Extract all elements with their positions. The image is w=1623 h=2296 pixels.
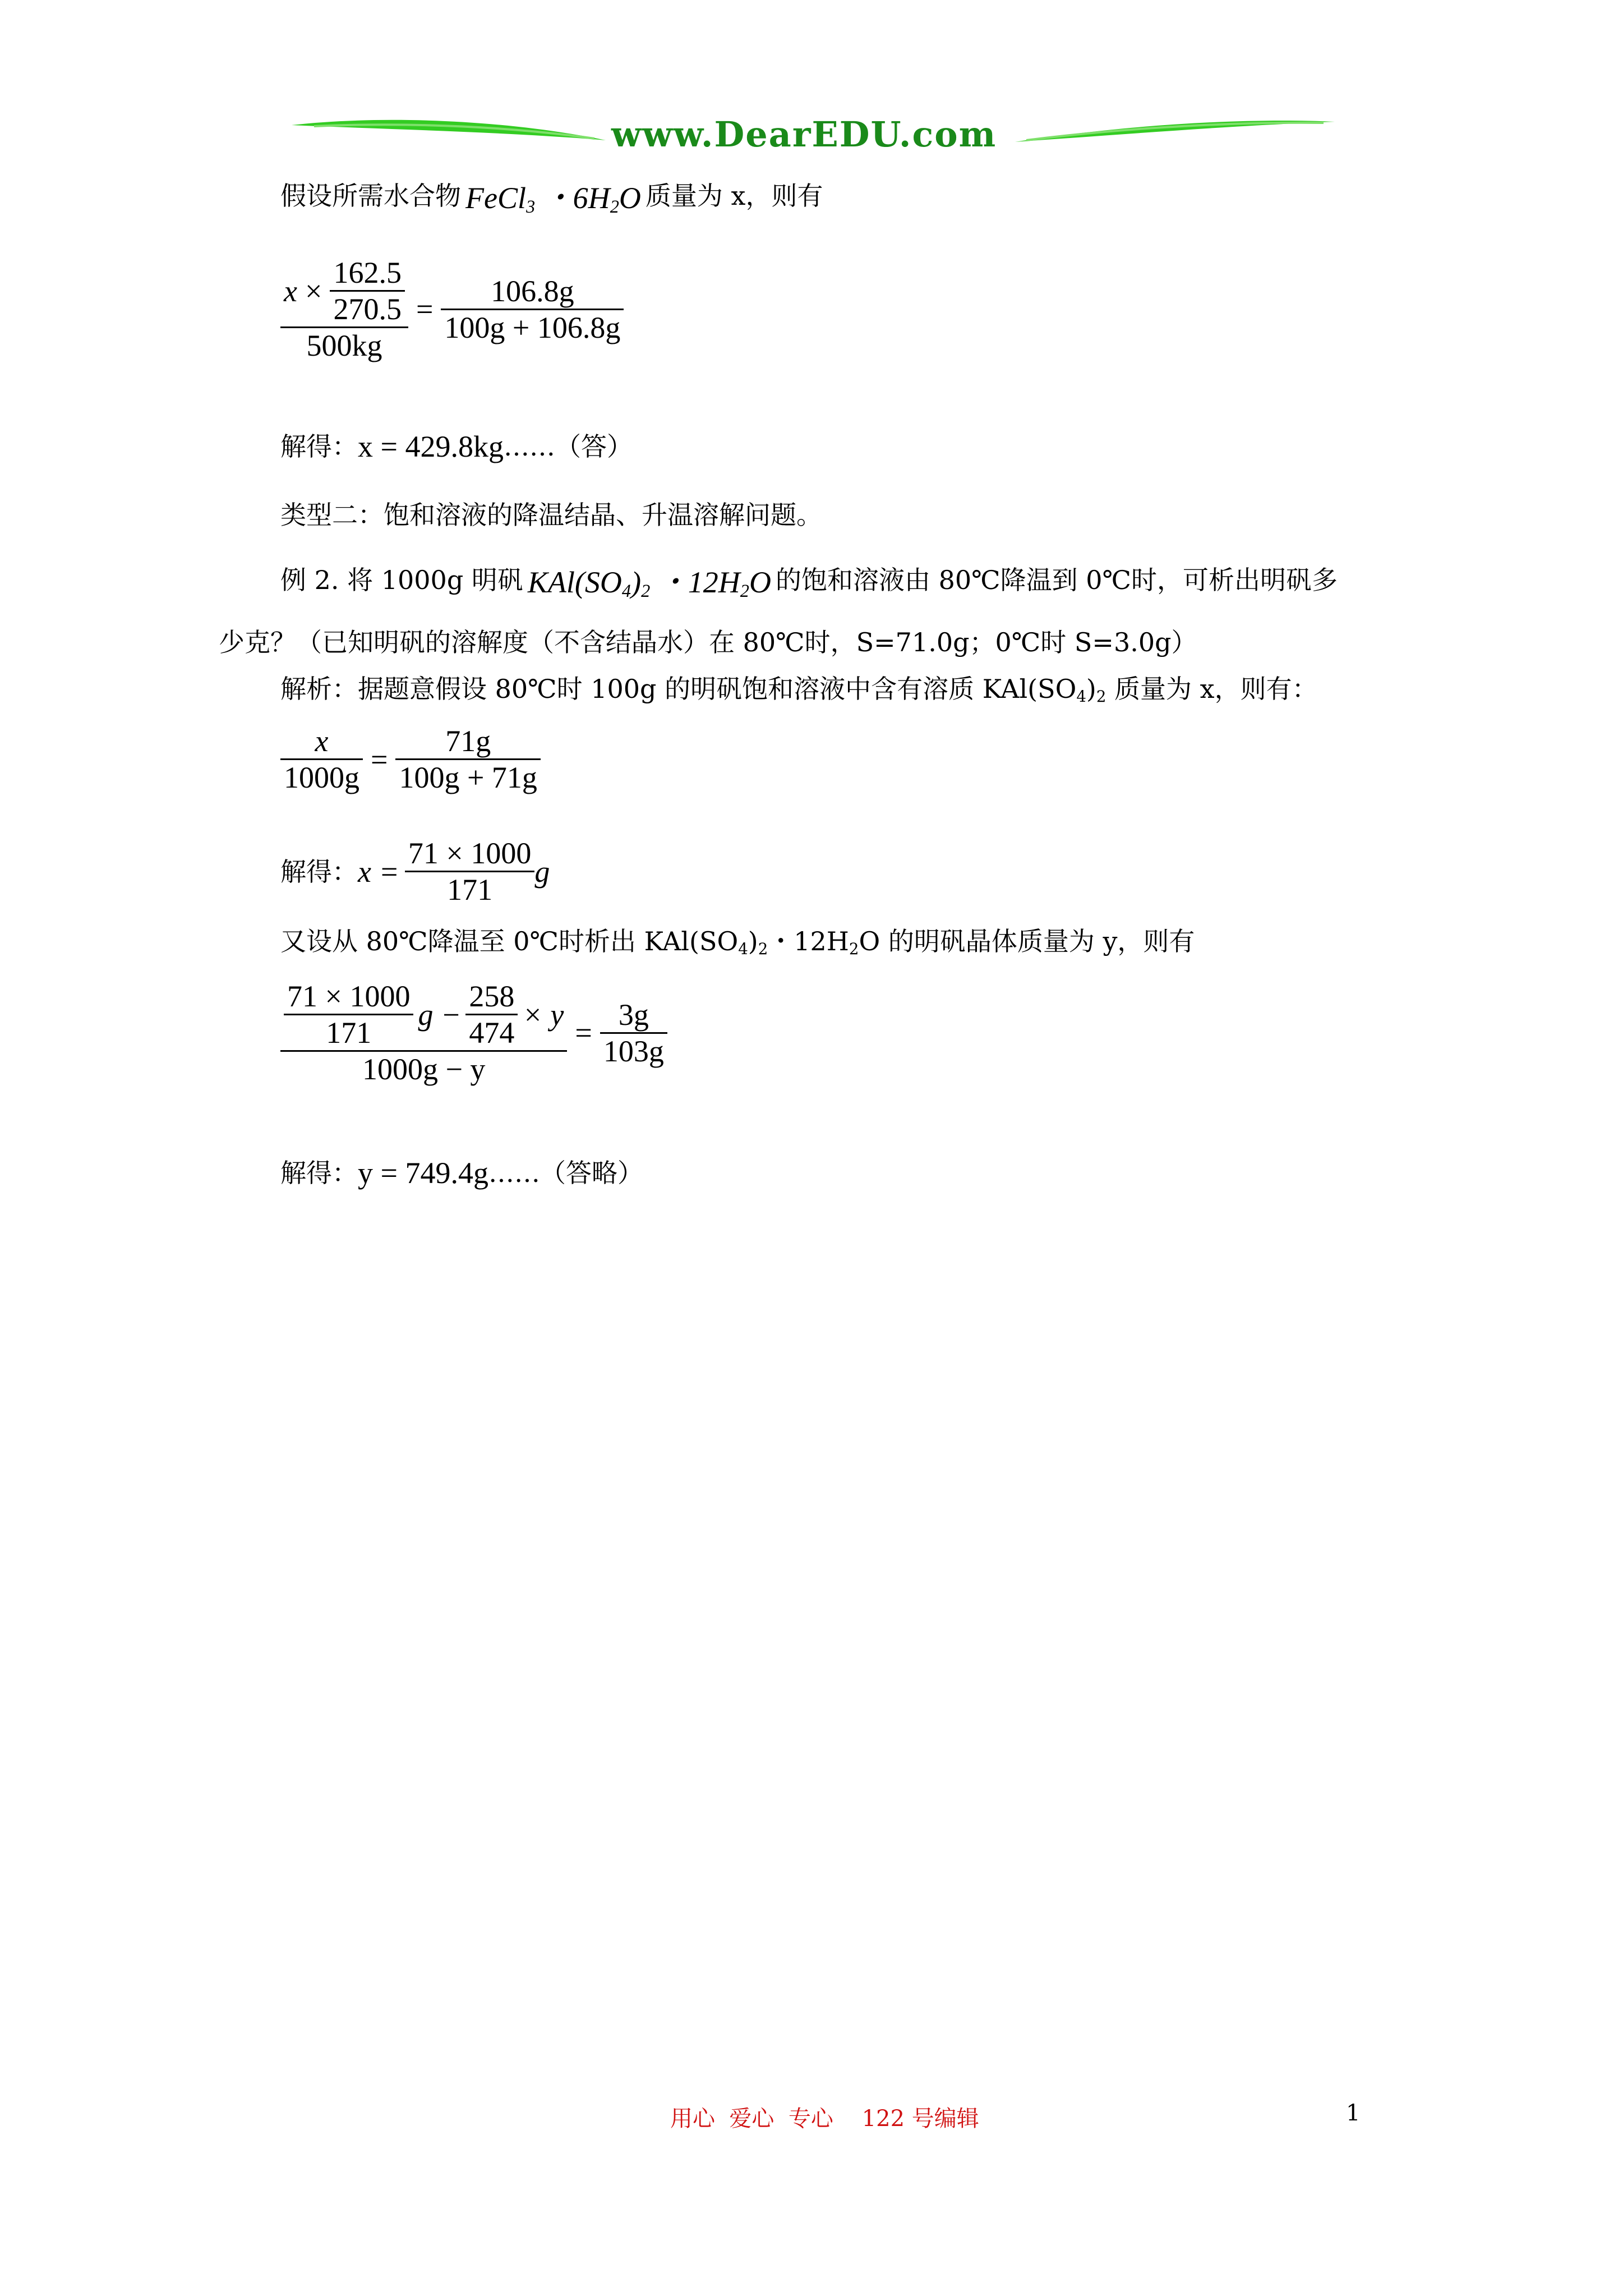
eq1-rhs-fraction: [441, 274, 624, 345]
analysis-close: ): [1086, 674, 1096, 704]
eq2-equals: =: [371, 742, 388, 776]
example2-line1: [280, 558, 1338, 601]
solution-1: [280, 429, 633, 464]
eq3-lhs-fraction: [280, 979, 567, 1087]
sol2-den: 171: [447, 873, 493, 907]
equation-3: [280, 979, 667, 1087]
sol1-label: 解得：: [280, 431, 358, 462]
example2-prefix: 例 2. 将 1000g 明矾: [280, 564, 523, 595]
analysis-sub2: 2: [1096, 687, 1106, 706]
eq2-rhs-num: 71g: [445, 724, 491, 758]
logo-swoosh-left: [292, 109, 606, 160]
para2-close: ): [748, 926, 758, 956]
eq1-lhs-fraction: [280, 255, 408, 363]
solution-3: [280, 1156, 643, 1190]
para2-sub2: 2: [758, 939, 768, 958]
logo-swoosh-right: [1015, 109, 1335, 160]
header-logo: [292, 109, 1335, 160]
sol3-label: 解得：: [280, 1158, 358, 1188]
sol3-tail: ……（答略）: [488, 1158, 643, 1188]
eq3-den: 1000g − y: [362, 1052, 486, 1086]
eq3-b-den: 474: [469, 1016, 515, 1050]
eq3-rhs-num: 3g: [618, 997, 649, 1032]
eq1-inner-den: 270.5: [333, 292, 402, 326]
analysis-sub4: 4: [1076, 687, 1086, 706]
eq3-equals: =: [575, 1016, 592, 1050]
example2-suffix: 的饱和溶液由 80℃降温到 0℃时，可析出明矾多: [775, 564, 1338, 595]
sol3-expr: y = 749.4g: [358, 1156, 488, 1190]
eq3-g-minus: g −: [418, 997, 462, 1032]
para1-suffix: 质量为 x，则有: [645, 180, 823, 211]
eq1-var-x: x: [284, 274, 297, 308]
eq3-b-fraction: [465, 979, 518, 1050]
logo-text: www.DearEDU.com: [611, 114, 997, 155]
eq2-rhs-den: 100g + 71g: [399, 761, 537, 794]
eq3-b-num: 258: [469, 979, 515, 1013]
formula-fecl3: FeCl$_3$ ・$6H_2O$: [465, 181, 641, 218]
sol1-expr: x = 429.8kg: [358, 430, 504, 463]
equation-2: [280, 724, 541, 795]
eq2-den: 1000g: [284, 761, 359, 794]
para1-prefix: 假设所需水合物: [280, 180, 461, 211]
example2-line2: 少克？（已知明矾的溶解度（不含结晶水）在 80℃时，S=71.0g；0℃时 S=3.0g）: [219, 627, 1197, 657]
sol2-x: x =: [358, 854, 399, 889]
sol2-unit: g: [534, 854, 550, 889]
eq3-a-num: 71 × 1000: [287, 979, 411, 1013]
footer-text: 用心 爱心 专心 122 号编辑: [670, 2106, 979, 2132]
eq3-a-fraction: [284, 979, 413, 1050]
sol1-tail: ……（答）: [503, 431, 633, 462]
eq1-times: ×: [305, 274, 322, 308]
paragraph-1: [280, 174, 823, 217]
analysis-line: [280, 674, 1318, 706]
analysis-suffix: 质量为 x，则有：: [1106, 674, 1318, 704]
equation-1: [280, 255, 624, 363]
eq3-a-den: 171: [326, 1016, 372, 1050]
eq1-rhs-den: 100g + 106.8g: [444, 310, 621, 344]
para2-dot: ・12H: [768, 926, 849, 956]
formula-alum: $KAl(SO_4)_2$ ・$12H_2O$: [527, 565, 771, 602]
eq1-den: 500kg: [306, 329, 382, 362]
solution-2: [280, 836, 550, 907]
paragraph-2: [280, 926, 1195, 958]
eq2-num: x: [315, 724, 329, 758]
eq1-equals: =: [416, 292, 434, 326]
eq3-rhs-den: 103g: [603, 1034, 664, 1068]
type2-heading: 类型二：饱和溶液的降温结晶、升温溶解问题。: [280, 500, 822, 530]
eq3-rhs-fraction: [600, 997, 667, 1069]
para2-suffix: O 的明矾晶体质量为 y，则有: [859, 926, 1195, 956]
eq1-inner-fraction: [330, 255, 405, 326]
para2-sub4: 4: [738, 939, 748, 958]
analysis-prefix: 解析：据题意假设 80℃时 100g 的明矾饱和溶液中含有溶质 KAl(SO: [280, 674, 1077, 704]
page-number: 1: [1346, 2100, 1361, 2126]
eq2-lhs-fraction: [280, 724, 363, 795]
sol2-fraction: [405, 836, 534, 907]
eq1-inner-num: 162.5: [333, 256, 402, 289]
sol2-num: 71 × 1000: [408, 836, 532, 870]
eq1-rhs-num: 106.8g: [491, 274, 574, 308]
para2-subh: 2: [849, 939, 859, 958]
eq3-times-y: × y: [522, 997, 564, 1032]
sol2-label: 解得：: [280, 856, 358, 887]
para2-prefix: 又设从 80℃降温至 0℃时析出 KAl(SO: [280, 926, 739, 956]
eq2-rhs-fraction: [395, 724, 540, 795]
